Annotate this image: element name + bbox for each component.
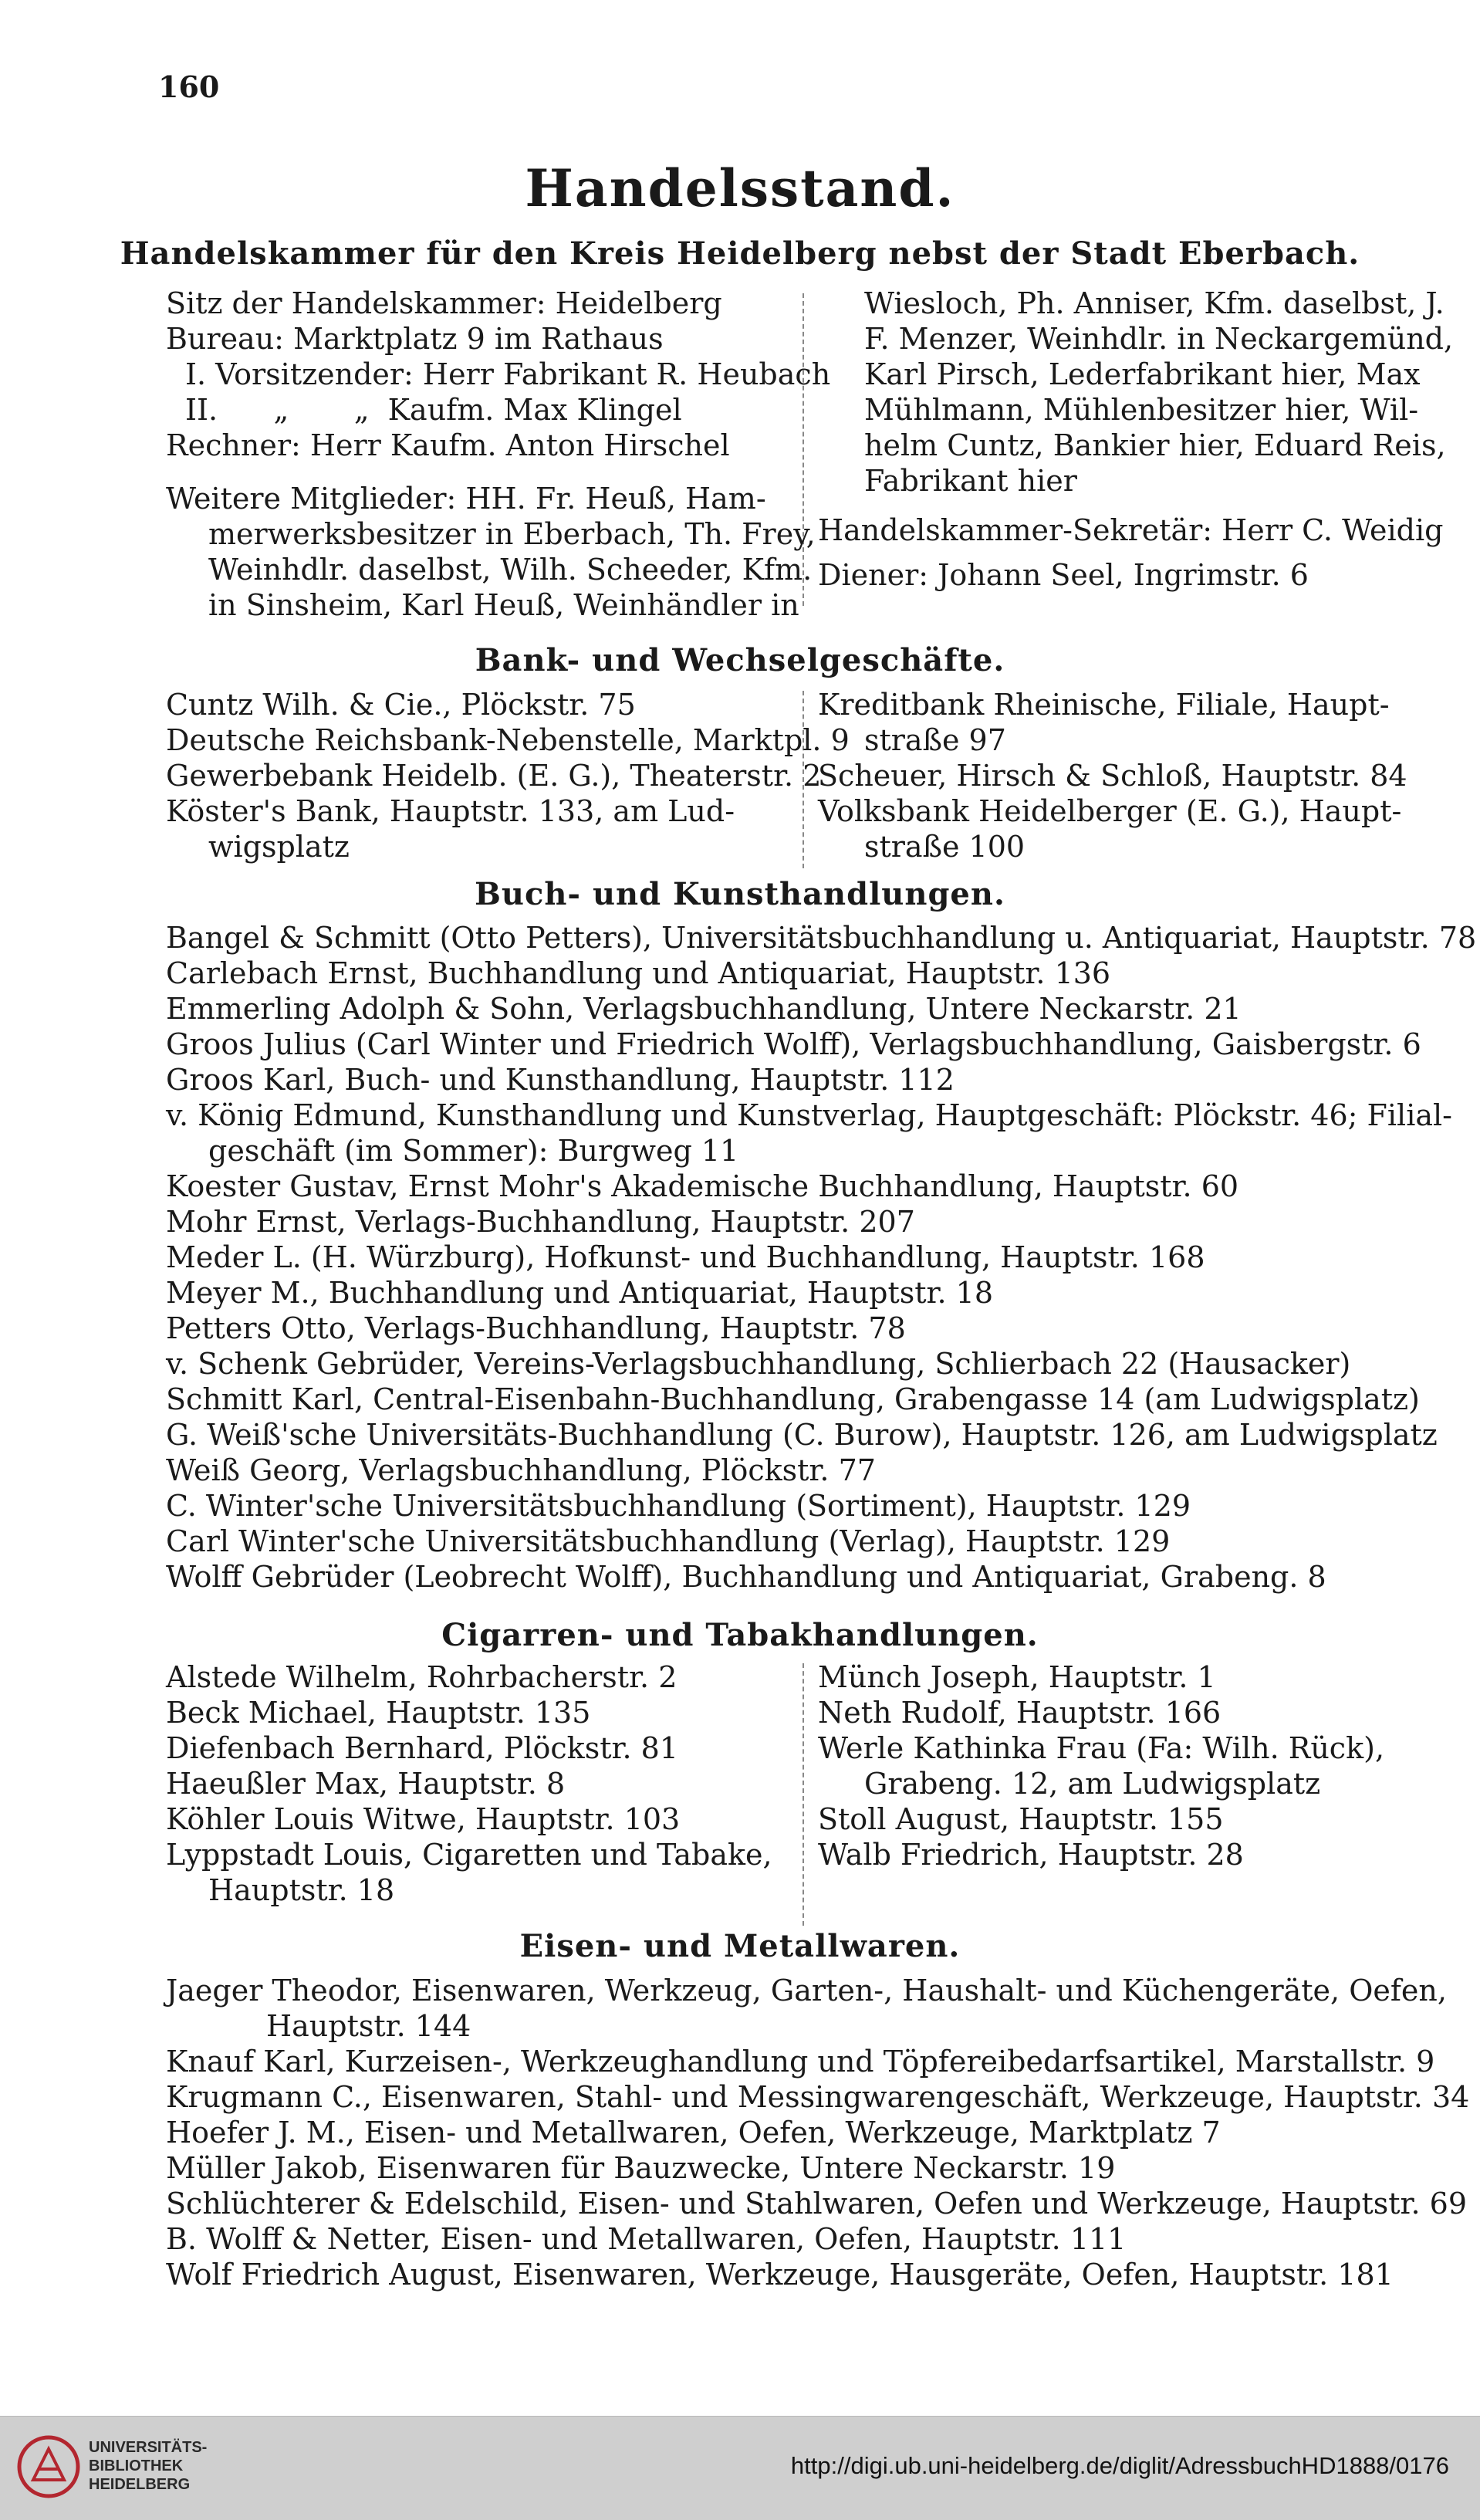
entry-line: Diener: Johann Seel, Ingrimstr. 6 <box>818 558 1309 592</box>
entry-line: Deutsche Reichsbank-Nebenstelle, Marktpl. 9 <box>166 723 850 757</box>
section-title-books: Buch- und Kunsthandlungen. <box>475 876 1005 912</box>
entry-line: v. Schenk Gebrüder, Vereins-Verlagsbuchhandlung, Schlierbach 22 (Hausacker) <box>166 1347 1351 1381</box>
entry-line: G. Weiß'sche Universitäts-Buchhandlung (C. Burow), Hauptstr. 126, am Ludwigsplatz <box>166 1418 1438 1452</box>
source-url[interactable]: http://digi.ub.uni-heidelberg.de/diglit/AdressbuchHD1888/0176 <box>790 2452 1449 2479</box>
entry-line: Lyppstadt Louis, Cigaretten und Tabake, <box>166 1838 772 1872</box>
entry-line: Stoll August, Hauptstr. 155 <box>818 1802 1224 1836</box>
entry-line: Meyer M., Buchhandlung und Antiquariat, Hauptstr. 18 <box>166 1276 994 1310</box>
entry-line: Carlebach Ernst, Buchhandlung und Antiquariat, Hauptstr. 136 <box>166 956 1111 990</box>
entry-line: I. Vorsitzender: Herr Fabrikant R. Heubach <box>185 357 831 391</box>
entry-line: Wolff Gebrüder (Leobrecht Wolff), Buchhandlung und Antiquariat, Grabeng. 8 <box>166 1560 1326 1594</box>
entry-line: Petters Otto, Verlags-Buchhandlung, Hauptstr. 78 <box>166 1311 906 1345</box>
entry-line: Hoefer J. M., Eisen- und Metallwaren, Oefen, Werkzeuge, Marktplatz 7 <box>166 2116 1221 2150</box>
entry-line: Scheuer, Hirsch & Schloß, Hauptstr. 84 <box>818 759 1407 793</box>
entry-line: Koester Gustav, Ernst Mohr's Akademische Buchhandlung, Hauptstr. 60 <box>166 1169 1239 1203</box>
entry-line: wigsplatz <box>208 830 350 864</box>
entry-line: Fabrikant hier <box>864 464 1077 498</box>
entry-line: Meder L. (H. Würzburg), Hofkunst- und Buchhandlung, Hauptstr. 168 <box>166 1240 1205 1274</box>
footer-bar <box>0 2416 1480 2520</box>
entry-line: Gewerbebank Heidelb. (E. G.), Theaterstr. 2 <box>166 759 822 793</box>
entry-line: Köster's Bank, Hauptstr. 133, am Lud- <box>166 794 735 828</box>
entry-line: v. König Edmund, Kunsthandlung und Kunstverlag, Hauptgeschäft: Plöckstr. 46; Filial- <box>166 1098 1453 1132</box>
entry-line: Weiß Georg, Verlagsbuchhandlung, Plöckstr. 77 <box>166 1453 876 1487</box>
entry-line: Köhler Louis Witwe, Hauptstr. 103 <box>166 1802 681 1836</box>
entry-line: Müller Jakob, Eisenwaren für Bauzwecke, Untere Neckarstr. 19 <box>166 2151 1116 2185</box>
entry-line: Jaeger Theodor, Eisenwaren, Werkzeug, Garten-, Haushalt- und Küchengeräte, Oefen, <box>166 1974 1447 2008</box>
logo-line: UNIVERSITÄTS- <box>89 2439 208 2456</box>
entry-line: Walb Friedrich, Hauptstr. 28 <box>818 1838 1244 1872</box>
entry-line: Hauptstr. 18 <box>208 1873 395 1907</box>
section-title-bank: Bank- und Wechselgeschäfte. <box>475 642 1005 678</box>
entry-line: Schmitt Karl, Central-Eisenbahn-Buchhandlung, Grabengasse 14 (am Ludwigsplatz) <box>166 1382 1420 1416</box>
entry-line: Bureau: Marktplatz 9 im Rathaus <box>166 322 664 356</box>
entry-line: Haeußler Max, Hauptstr. 8 <box>166 1767 566 1801</box>
logo-line: BIBLIOTHEK <box>89 2457 184 2474</box>
entry-line: Groos Karl, Buch- und Kunsthandlung, Hauptstr. 112 <box>166 1063 955 1097</box>
entry-line: Carl Winter'sche Universitätsbuchhandlung (Verlag), Hauptstr. 129 <box>166 1524 1171 1558</box>
entry-line: straße 97 <box>864 723 1006 757</box>
entry-line: Weinhdlr. daselbst, Wilh. Scheeder, Kfm. <box>208 553 813 587</box>
entry-line: Neth Rudolf, Hauptstr. 166 <box>818 1696 1222 1730</box>
page-number: 160 <box>158 69 220 104</box>
entry-line: C. Winter'sche Universitätsbuchhandlung (Sortiment), Hauptstr. 129 <box>166 1489 1191 1523</box>
entry-line: Hauptstr. 144 <box>266 2009 471 2043</box>
logo-line: HEIDELBERG <box>89 2476 191 2493</box>
entry-line: in Sinsheim, Karl Heuß, Weinhändler in <box>208 588 799 622</box>
entry-line: Bangel & Schmitt (Otto Petters), Universitätsbuchhandlung u. Antiquariat, Hauptstr. 78 <box>166 921 1477 955</box>
entry-line: Cuntz Wilh. & Cie., Plöckstr. 75 <box>166 688 636 722</box>
entry-line: Alstede Wilhelm, Rohrbacherstr. 2 <box>166 1660 677 1694</box>
entry-line: F. Menzer, Weinhdlr. in Neckargemünd, <box>864 322 1454 356</box>
entry-line: Werle Kathinka Frau (Fa: Wilh. Rück), <box>818 1731 1385 1765</box>
entry-line: Kreditbank Rheinische, Filiale, Haupt- <box>818 688 1390 722</box>
entry-line: Wolf Friedrich August, Eisenwaren, Werkzeuge, Hausgeräte, Oefen, Hauptstr. 181 <box>166 2258 1394 2292</box>
entry-line: Rechner: Herr Kaufm. Anton Hirschel <box>166 428 730 462</box>
section-title-cigars: Cigarren- und Tabakhandlungen. <box>441 1617 1039 1653</box>
entry-line: Münch Joseph, Hauptstr. 1 <box>818 1660 1216 1694</box>
entry-line: Mohr Ernst, Verlags-Buchhandlung, Hauptstr. 207 <box>166 1205 915 1239</box>
entry-line: Grabeng. 12, am Ludwigsplatz <box>864 1767 1321 1801</box>
entry-line: Krugmann C., Eisenwaren, Stahl- und Messingwarengeschäft, Werkzeuge, Hauptstr. 34 <box>166 2080 1470 2114</box>
entry-line: geschäft (im Sommer): Burgweg 11 <box>208 1134 739 1168</box>
entry-line: Schlüchterer & Edelschild, Eisen- und Stahlwaren, Oefen und Werkzeuge, Hauptstr. 69 <box>166 2187 1467 2221</box>
entry-line: Wiesloch, Ph. Anniser, Kfm. daselbst, J. <box>864 286 1445 320</box>
entry-line: Emmerling Adolph & Sohn, Verlagsbuchhandlung, Untere Neckarstr. 21 <box>166 992 1242 1026</box>
entry-line: Mühlmann, Mühlenbesitzer hier, Wil- <box>864 393 1419 427</box>
entry-line: Karl Pirsch, Lederfabrikant hier, Max <box>864 357 1421 391</box>
entry-line: Sitz der Handelskammer: Heidelberg <box>166 286 722 320</box>
section-title-chamber: Handelskammer für den Kreis Heidelberg nebst der Stadt Eberbach. <box>120 235 1360 272</box>
entry-line: Volksbank Heidelberger (E. G.), Haupt- <box>818 794 1402 828</box>
entry-line: Handelskammer-Sekretär: Herr C. Weidig <box>818 513 1444 547</box>
entry-line: B. Wolff & Netter, Eisen- und Metallwaren, Oefen, Hauptstr. 111 <box>166 2222 1127 2256</box>
entry-line: Groos Julius (Carl Winter und Friedrich Wolff), Verlagsbuchhandlung, Gaisbergstr. 6 <box>166 1027 1421 1061</box>
column-separator <box>803 1663 804 1926</box>
entry-line: straße 100 <box>864 830 1026 864</box>
main-title: Handelsstand. <box>525 158 955 218</box>
university-library-logo-icon <box>14 2432 83 2501</box>
entry-line: Weitere Mitglieder: HH. Fr. Heuß, Ham- <box>166 482 766 516</box>
entry-line: helm Cuntz, Bankier hier, Eduard Reis, <box>864 428 1446 462</box>
entry-line: Beck Michael, Hauptstr. 135 <box>166 1696 591 1730</box>
entry-line: merwerksbesitzer in Eberbach, Th. Frey, <box>208 517 816 551</box>
section-title-iron: Eisen- und Metallwaren. <box>519 1928 961 1964</box>
entry-line: Diefenbach Bernhard, Plöckstr. 81 <box>166 1731 678 1765</box>
entry-line: Knauf Karl, Kurzeisen-, Werkzeughandlung und Töpfereibedarfsartikel, Marstallstr. 9 <box>166 2045 1435 2079</box>
library-logo-text <box>89 2438 207 2494</box>
entry-line: II. „ „ Kaufm. Max Klingel <box>185 393 682 427</box>
